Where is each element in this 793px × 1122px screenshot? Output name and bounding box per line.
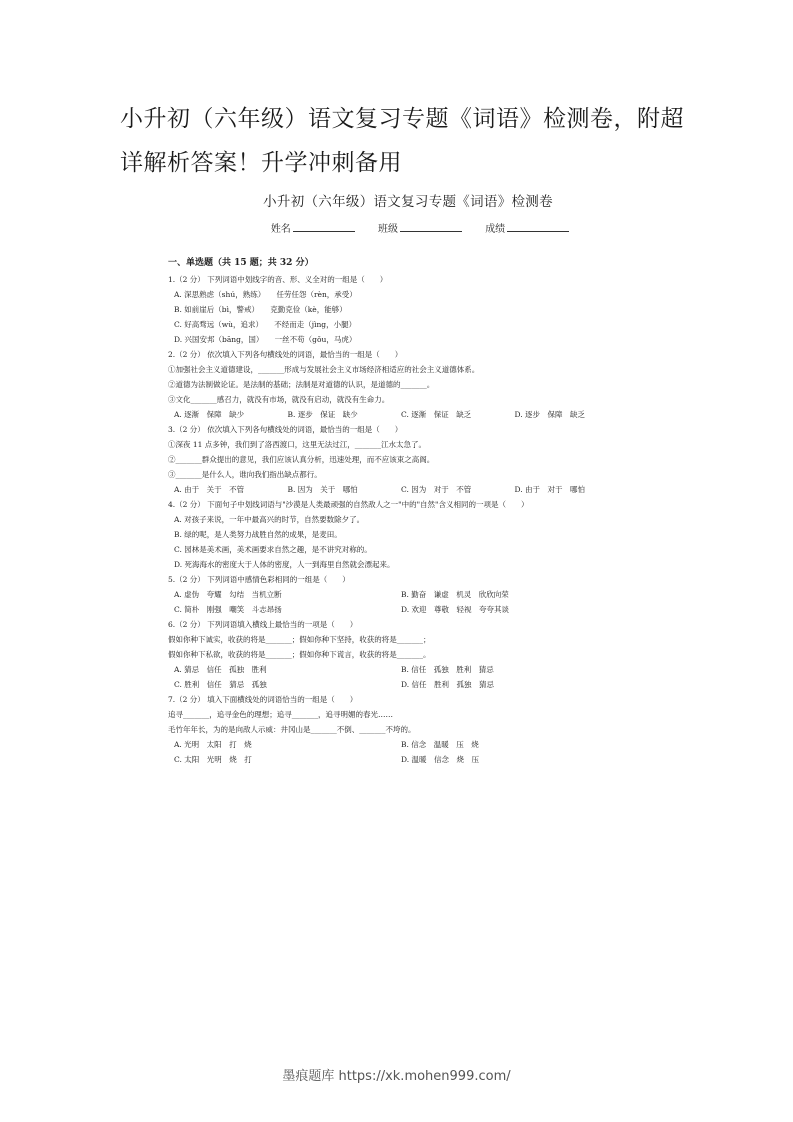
option-d: D. 信任 胜利 孤独 猜忌 [401, 680, 495, 689]
question-stem: 7.（2 分） 填入下面横线处的词语恰当的一组是（ ） [168, 695, 358, 704]
page-title: 小升初（六年级）语文复习专题《词语》检测卷，附超详解析答案！升学冲刺备用 [120, 106, 684, 176]
name-blank [293, 223, 355, 232]
sentence-3: ③_______是什么人，谁向我们指出缺点都行。 [168, 470, 322, 479]
options-row [168, 482, 628, 497]
question-7 [168, 692, 628, 767]
question-6 [168, 617, 628, 692]
option-b: B. 逐步 保证 缺少 [287, 410, 358, 419]
sentence-3: ③文化_______感召力，就没有市场，就没有启动，就没有生命力。 [168, 395, 390, 404]
sentence-2: ②道德为法制做论证。是法制的基础；法制是对道德的认识，是道德的_______。 [168, 380, 435, 389]
option-b: B. 如前崖后（bì，警戒） 克勤克俭（kè，能够） [174, 305, 347, 314]
class-blank [400, 223, 462, 232]
option-d: D. 温暖 信念 烧 压 [401, 755, 480, 764]
sentence-1: ①深夜 11 点多钟，我们到了洛西渡口，这里无法过江，_______江水太急了。 [168, 440, 427, 449]
option-d: D. 由于 对于 哪怕 [514, 485, 586, 494]
sentence-2: ②_______群众提出的意见，我们应该认真分析，迅速处理，而不应该束之高阁。 [168, 455, 435, 464]
option-c: C. 因为 对于 不管 [401, 485, 472, 494]
option-c: C. 太阳 光明 烧 打 [174, 755, 252, 764]
footer-watermark: 墨痕题库 https://xk.mohen999.com/ [282, 1069, 511, 1084]
option-b: B. 勤奋 谦虚 机灵 欣欣向荣 [401, 590, 509, 599]
option-c: C. 园林是美术画，美术画要求自然之趣，是不讲究对称的。 [174, 545, 372, 554]
option-c: C. 简朴 刚强 嘲笑 斗志昂扬 [174, 605, 282, 614]
question-5 [168, 572, 628, 617]
option-d: D. 死海海水的密度大于人体的密度，人一到海里自然就会漂起来。 [174, 560, 395, 569]
sentence-1: 假如你种下诚实，收获的将是_______；假如你种下坚持，收获的将是_______； [168, 635, 431, 644]
option-d: D. 兴国安邦（bāng，国） 一丝不苟（gǒu，马虎） [174, 335, 357, 344]
exam-title: 小升初（六年级）语文复习专题《词语》检测卷 [263, 194, 553, 210]
option-b: B. 信念 温暖 压 烧 [401, 740, 479, 749]
option-a: A. 猜忌 信任 孤独 胜利 [174, 665, 267, 674]
option-a: A. 虚伪 夸耀 勾结 当机立断 [174, 590, 282, 599]
student-info-row [198, 220, 628, 235]
question-3 [168, 422, 628, 497]
question-4 [168, 497, 628, 572]
question-2 [168, 347, 628, 422]
option-b: B. 因为 关于 哪怕 [287, 485, 358, 494]
sentence-2: 毛竹年年长，为的是向敌人示威：井冈山是_______不倒、_______不垮的。 [168, 725, 416, 734]
sentence-2: 假如你种下私欲，收获的将是_______；假如你种下谎言，收获的将是_______。 [168, 650, 431, 659]
options-grid [168, 587, 628, 617]
option-c: C. 胜利 信任 猜忌 孤独 [174, 680, 267, 689]
option-c: C. 逐渐 保证 缺乏 [401, 410, 472, 419]
question-stem: 3.（2 分） 依次填入下列各句横线处的词语，最恰当的一组是（ ） [168, 425, 403, 434]
options-grid [168, 662, 628, 692]
option-c: C. 好高骛远（wù，追求） 不经而走（jìng，小腿） [174, 320, 357, 329]
options-row [168, 407, 628, 422]
question-stem: 6.（2 分） 下列词语填入横线上最恰当的一项是（ ） [168, 620, 358, 629]
option-a: A. 光明 太阳 打 烧 [174, 740, 252, 749]
question-stem: 5.（2 分） 下列词语中感情色彩相同的一组是（ ） [168, 575, 350, 584]
question-1 [168, 272, 628, 347]
options-grid [168, 737, 628, 767]
option-b: B. 信任 孤独 胜利 猜忌 [401, 665, 494, 674]
class-label: 班级 [378, 224, 398, 235]
option-a: A. 逐渐 保障 缺少 [174, 410, 245, 419]
option-a: A. 对孩子来说，一年中最高兴的时节，自然要数除夕了。 [174, 515, 365, 524]
name-label: 姓名 [270, 224, 291, 235]
option-d: D. 欢迎 尊敬 轻视 夸夸其谈 [401, 605, 510, 614]
option-b: B. 绿的呢，是人类努力战胜自然的成果，是麦田。 [174, 530, 342, 539]
score-label: 成绩 [485, 224, 506, 235]
sentence-1: 追寻_______，追寻金色的理想；追寻_______，追寻明媚的春光…… [168, 710, 393, 719]
option-a: A. 深思熟虑（shú，熟练） 任劳任怨（rèn，承受） [174, 290, 357, 299]
section-heading: 一、单选题（共 15 题；共 32 分） [168, 258, 314, 268]
question-stem: 4.（2 分） 下面句子中划线词语与"沙漠是人类最顽强的自然敌人之一"中的"自然"含义相同的一项是（ ） [168, 500, 529, 509]
question-stem: 1.（2 分） 下列词语中划线字的音、形、义全对的一组是（ ） [168, 275, 388, 284]
option-a: A. 由于 关于 不管 [174, 485, 245, 494]
exam-document [168, 185, 628, 885]
score-blank [507, 223, 569, 232]
sentence-1: ①加强社会主义道德建设，_______形成与发展社会主义市场经济相适应的社会主义道德体系。 [168, 365, 480, 374]
question-stem: 2.（2 分） 依次填入下列各句横线处的词语，最恰当的一组是（ ） [168, 350, 403, 359]
option-d: D. 逐步 保障 缺乏 [514, 410, 586, 419]
